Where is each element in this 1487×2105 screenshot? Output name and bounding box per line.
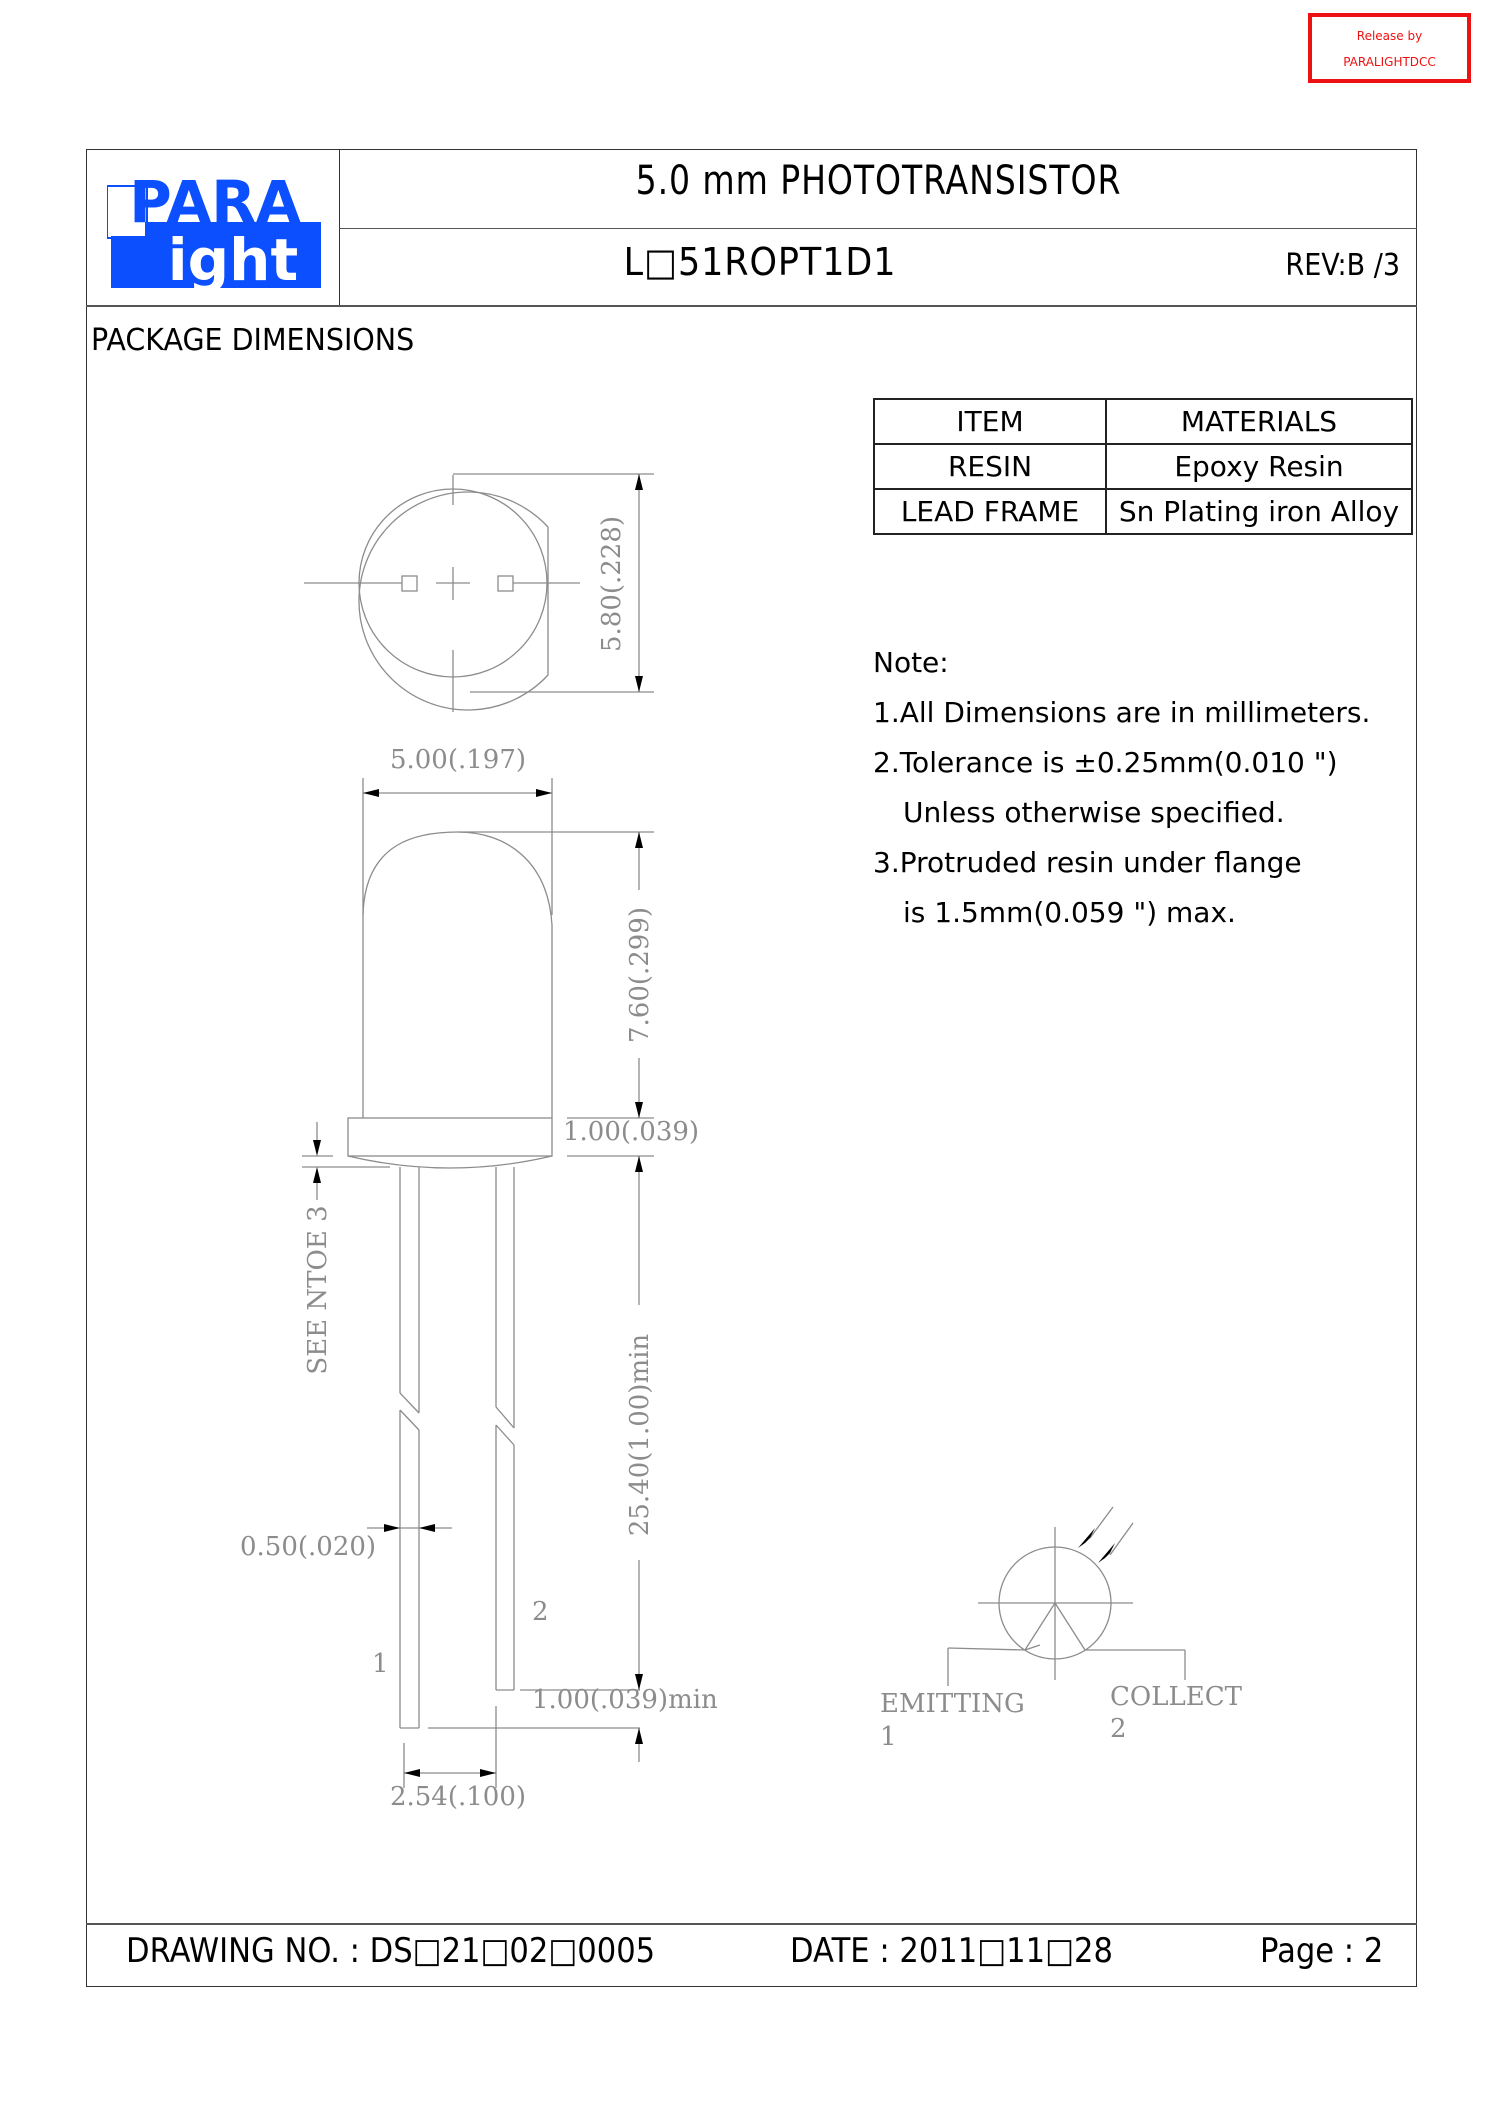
page-number: Page : 2	[1260, 1931, 1384, 1971]
collector-label: COLLECT	[1110, 1682, 1242, 1712]
section-title: PACKAGE DIMENSIONS	[91, 323, 415, 358]
document-title: 5.0 mm PHOTOTRANSISTOR	[635, 158, 1122, 204]
drawing-date: DATE : 2011□11□28	[790, 1931, 1113, 1971]
table-cell: LEAD FRAME	[874, 489, 1106, 534]
note-item: is 1.5mm(0.059 ") max.	[903, 896, 1236, 929]
table-header-item: ITEM	[874, 399, 1106, 444]
pin-1-label: 1	[372, 1649, 389, 1679]
logo-bottom-text: ight	[167, 226, 299, 290]
dim-body-height: 7.60(.299)	[625, 906, 655, 1044]
dim-see-note: SEE NTOE 3	[303, 1205, 333, 1375]
revision: REV:B /3	[1285, 248, 1400, 283]
note-item: 1.All Dimensions are in millimeters.	[873, 696, 1371, 729]
dim-flange-height: 1.00(.039)	[563, 1117, 700, 1147]
emitter-label: EMITTING	[880, 1689, 1025, 1719]
table-cell: RESIN	[874, 444, 1106, 489]
release-stamp-line1: Release by	[1356, 29, 1423, 43]
part-number: L□51ROPT1D1	[623, 240, 897, 284]
table-cell: Epoxy Resin	[1106, 444, 1412, 489]
logo-top-text: PARA	[129, 170, 301, 236]
emitter-pin: 1	[880, 1722, 897, 1752]
note-item: Unless otherwise specified.	[903, 796, 1285, 829]
collector-pin: 2	[1110, 1714, 1127, 1744]
table-header-materials: MATERIALS	[1106, 399, 1412, 444]
note-item: 2.Tolerance is ±0.25mm(0.010 ")	[873, 746, 1338, 779]
dim-lead-offset: 1.00(.039)min	[532, 1685, 718, 1715]
note-item: 3.Protruded resin under flange	[873, 846, 1302, 879]
dim-body-width: 5.00(.197)	[389, 745, 527, 775]
dim-lead-spacing: 2.54(.100)	[389, 1782, 527, 1812]
table-cell: Sn Plating iron Alloy	[1106, 489, 1412, 534]
dim-lead-length: 25.40(1.00)min	[625, 1333, 655, 1537]
drawing-number: DRAWING NO. : DS□21□02□0005	[126, 1931, 656, 1971]
notes-title: Note:	[873, 646, 949, 679]
dim-lead-width: 0.50(.020)	[240, 1532, 377, 1562]
release-stamp-line2: PARALIGHTDCC	[1343, 55, 1436, 69]
dim-top-view-height: 5.80(.228)	[597, 515, 627, 653]
pin-2-label: 2	[532, 1597, 549, 1627]
